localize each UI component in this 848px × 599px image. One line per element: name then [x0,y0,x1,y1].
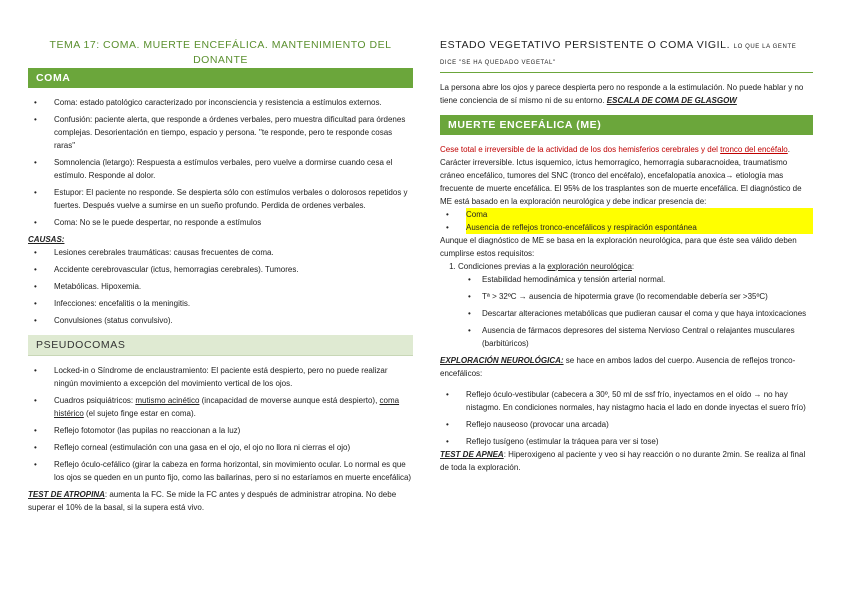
list-item: • Coma [466,208,813,221]
list-item: • Metabólicas. Hipoxemia. [54,280,413,293]
causes-list [28,246,413,327]
left-column [28,0,413,514]
conditions-sublist [440,273,813,350]
brain-death-definition: Cese total e irreversible de la actividad de los dos hemisferios cerebrales y del tronco del encéfalo. Carácter irreversible. Ictus isquemico, ictus hemorragico, hemorragia subaracnoidea, traumatismo cráneo encefálico, tumores del SNC (tronco del encéfalo), encefalopatía anoxica→ etiología mas frecuente de muerte encefálica. El 95% de los trasplantes son de muerte encefálica. El diagnóstico de ME está basado en la exploración neurológica y debe indicar presencia de: [440,145,802,206]
list-item: • Cuadros psiquiátricos: mutismo acinético (incapacidad de moverse aunque está despierto), coma histérico (el sujeto finge estar en coma). [54,394,413,420]
coma-list [28,96,413,229]
conditions-list [440,260,813,273]
vegetative-state-text: La persona abre los ojos y parece despierta pero no responde a la estimulación. No puede hablar y no tiene conciencia de sí mismo ni de su entorno. ESCALA DE COMA DE GLASGOW [440,83,804,105]
list-item: • Ausencia de reflejos tronco-encefálicos y respiración espontánea [466,221,813,234]
pseudocomas-list [28,364,413,484]
list-item: • Reflejo corneal (estimulación con una gasa en el ojo, el ojo no llora ni cierras el ojo) [54,441,413,454]
list-item: • Somnolencia (letargo): Respuesta a estímulos verbales, pero vuelve a dormirse cuando cesa el estímulo. Responde al dolor. [54,156,413,182]
list-item: • Reflejo fotomotor (las pupilas no reaccionan a la luz) [54,424,413,437]
divider [440,72,813,73]
list-item: • Ausencia de fármacos depresores del sistema Nervioso Central o relajantes musculares (barbitúricos) [482,324,813,350]
list-item: • Locked-in o Síndrome de enclaustramiento: El paciente está despierto, pero no puede realizar ningún movimiento a excepción del movimiento vertical de los ojos. [54,364,413,390]
list-item: • Tª > 32ºC → ausencia de hipotermia grave (lo recomendable debería ser >35ºC) [482,290,813,303]
requirements-text: Aunque el diagnóstico de ME se basa en la exploración neurológica, para que éste sea válido deben cumplirse estos requisitos: [440,236,797,258]
causes-label: CAUSAS: [28,235,65,244]
list-item: • Reflejo tusígeno (estimular la tráquea para ver si tose) [466,435,813,448]
list-item: • Infecciones: encefalitis o la meningitis. [54,297,413,310]
neuro-exploration: EXPLORACIÓN NEUROLÓGICA: se hace en ambos lados del cuerpo. Ausencia de reflejos tronco-encefálicos: [440,356,796,378]
list-item: • Coma: estado patológico caracterizado por inconsciencia y resistencia a estímulos externos. [54,96,413,109]
list-item: • Reflejo nauseoso (provocar una arcada) [466,418,813,431]
reflexes-list [440,388,813,448]
list-item: • Confusión: paciente alerta, que responde a órdenes verbales, pero muestra dificultad para órdenes complejas. Desorientación en tiempo, espacio y persona. "te responde, pero te responde cosas raras" [54,113,413,152]
atropine-test: TEST DE ATROPINA: aumenta la FC. Se mide la FC antes y después de administrar atropina. No debe superar el 10% de la basal, si la supera está vivo. [28,490,397,512]
list-item: • Lesiones cerebrales traumáticas: causas frecuentes de coma. [54,246,413,259]
apnea-test: TEST DE APNEA: Hiperoxigeno al paciente y veo si hay reacción o no durante 2min. Se realiza al final de toda la exploración. [440,450,806,472]
coma-header: COMA [28,68,413,88]
list-item: • Accidente cerebrovascular (ictus, hemorragias cerebrales). Tumores. [54,263,413,276]
list-item: • Coma: No se le puede despertar, no responde a estímulos [54,216,413,229]
page-title: TEMA 17: COMA. MUERTE ENCEFÁLICA. MANTENIMIENTO DEL DONANTE [49,39,392,66]
list-item: 1. Condiciones previas a la exploración neurológica: [458,260,813,273]
diagnosis-criteria-list [440,208,813,234]
right-column [440,0,813,474]
list-item: • Descartar alteraciones metabólicas que pudieran causar el coma y que haya intoxicaciones [482,307,813,320]
vegetative-state-header: ESTADO VEGETATIVO PERSISTENTE O COMA VIGIL. LO QUE LA GENTE DICE "SE HA QUEDADO VEGETAL" [440,39,797,66]
list-item: • Estupor: El paciente no responde. Se despierta sólo con estímulos verbales o dolorosos repetidos y fuertes. Después vuelve a sumirse en un sueño profundo. Perdida de ordenes verbales. [54,186,413,212]
list-item: • Convulsiones (status convulsivo). [54,314,413,327]
list-item: • Estabilidad hemodinámica y tensión arterial normal. [482,273,813,286]
brain-death-header: MUERTE ENCEFÁLICA (ME) [440,115,813,135]
list-item: • Reflejo óculo-cefálico (girar la cabeza en forma horizontal, sin movimiento ocular. Lo normal es que los ojos se queden en un punto fijo, como las bailarinas, pero si no estaríamos en muerte encefálica) [54,458,413,484]
list-item: • Reflejo óculo-vestibular (cabecera a 30º, 50 ml de ssf frío, inyectamos en el oído → no hay nistagmo. En condiciones normales, hay nistagmo hacia el lado en donde inyectas el suero frío) [466,388,813,414]
pseudocomas-header: PSEUDOCOMAS [28,335,413,356]
